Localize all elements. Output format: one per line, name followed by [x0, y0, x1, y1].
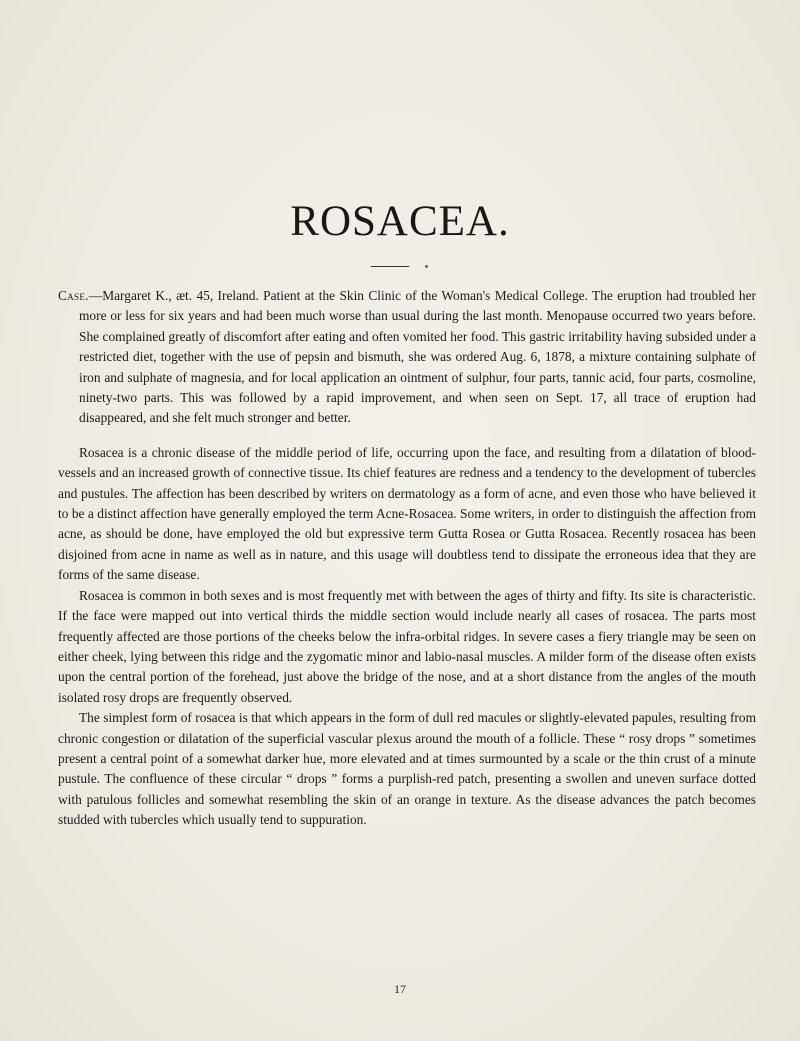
page-title: ROSACEA.	[290, 198, 510, 245]
paragraph-simplest-form: The simplest form of rosacea is that which appears in the form of dull red macules or slightly-elevated papules, resulting from chronic congestion or dilatation of the superficial vascular plexus around the mouth of a follicle. These “ rosy drops ” sometimes present a central point of a somewhat darker hue, more elevated and at times surmounted by a scale or the thin crust of a minute pustule. The confluence of these circular “ drops ” forms a purplish-red patch, presenting a swollen and uneven surface dotted with patulous follicles and somewhat resembling the skin of an orange in texture. As the disease advances the patch becomes studded with tubercles which usually tend to suppuration.	[58, 710, 756, 828]
paragraph-occurrence: Rosacea is common in both sexes and is most frequently met with between the ages of thirty and fifty. Its site is characteristic. If the face were mapped out into vertical thirds the middle section would include nearly all cases of rosacea. The parts most frequently affected are those portions of the cheeks below the infra-orbital ridges. In severe cases a fiery triangle may be seen on either cheek, lying between this ridge and the zygomatic minor and labio-nasal muscles. A milder form of the disease often exists upon the central portion of the forehead, just above the bridge of the nose, and at a short distance from the angles of the mouth isolated rosy drops are frequently observed.	[58, 587, 756, 705]
case-paragraph	[58, 286, 756, 429]
body-text	[58, 286, 756, 831]
ink-speck	[425, 265, 428, 268]
title-rule	[371, 266, 409, 267]
paragraph-gap	[58, 429, 756, 443]
page-number: 17	[394, 982, 406, 996]
paragraph-definition: Rosacea is a chronic disease of the middle period of life, occurring upon the face, and resulting from a dilatation of blood-vessels and an increased growth of connective tissue. Its chief features are redness and a tendency to the development of tubercles and pustules. The affection has been described by writers on dermatology as a form of acne, and even those who have believed it to be a distinct affection have generally employed the term Acne-Rosacea. Some writers, in order to distinguish the affection from acne, as should be done, have employed the old but expressive term Gutta Rosea or Gutta Rosacea. Recently rosacea has been disjoined from acne in name as well as in nature, and this usage will doubtless tend to dissipate the erroneous idea that they are forms of the same disease.	[58, 444, 756, 583]
case-text: —Margaret K., æt. 45, Ireland. Patient at the Skin Clinic of the Woman's Medical College. The eruption had troubled her more or less for six years and had been much worse than usual during the last month. Menopause occurred two years before. She complained greatly of discomfort after eating and often vomited her food. This gastric irritability having subsided under a restricted diet, together with the use of pepsin and bismuth, she was ordered Aug. 6, 1878, a mixture containing sulphate of iron and sulphate of magnesia, and for local application an ointment of sulphur, four parts, tannic acid, four parts, cosmoline, ninety-two parts. This was followed by a rapid improvement, and when seen on Sept. 17, all trace of eruption had disappeared, and she felt much stronger and better.	[79, 288, 756, 426]
case-label: Case.	[58, 288, 89, 303]
